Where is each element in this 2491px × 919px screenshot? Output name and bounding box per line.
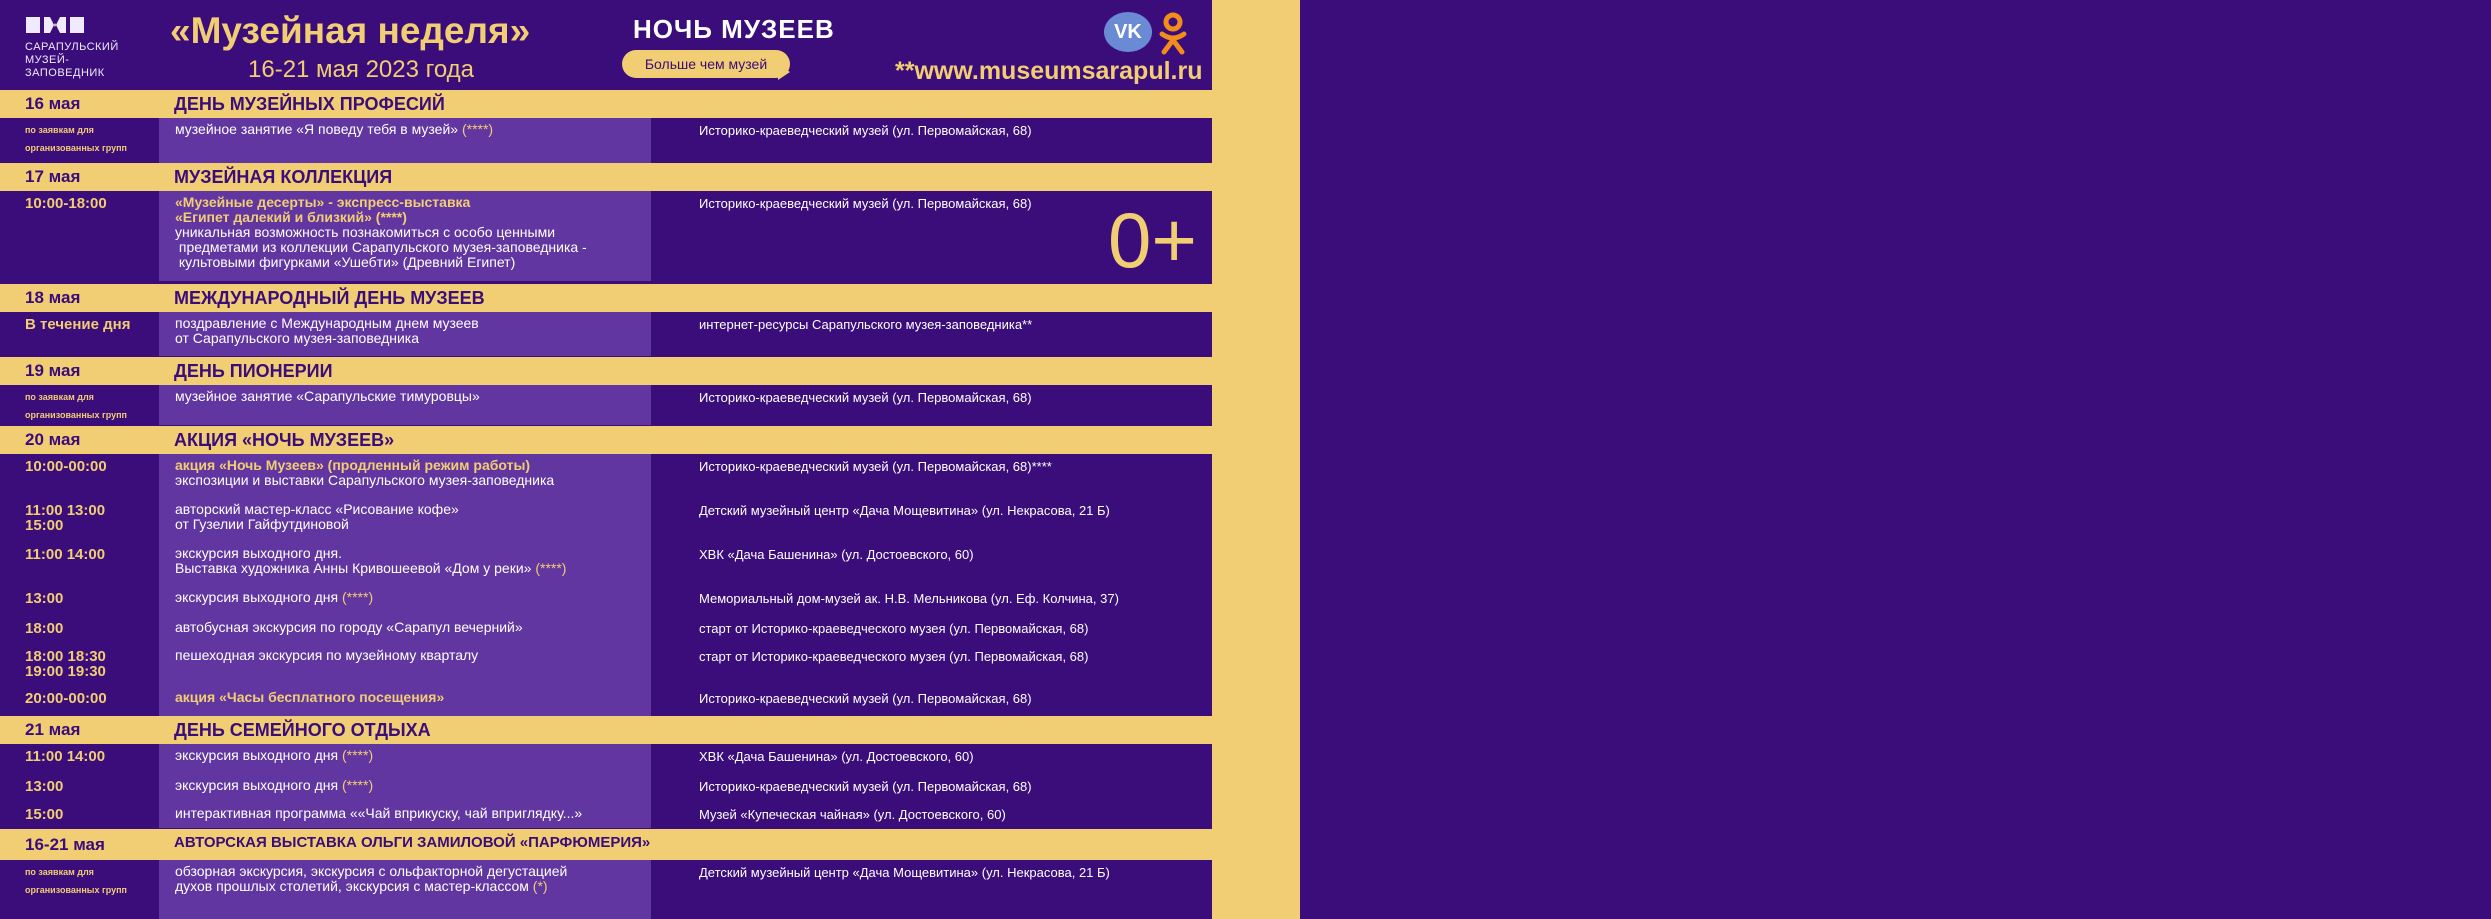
event-text: экскурсия выходного дня [175,747,339,763]
event-location: Историко-краеведческий музей (ул. Первомайская, 68) [699,196,1032,211]
price-note-marker: (*) [528,878,548,894]
day-title: ДЕНЬ СЕМЕЙНОГО ОТДЫХА [174,719,431,740]
event-text: экспозиции и выставки Сарапульского музея-заповедника [175,472,555,488]
event-description [175,389,480,404]
event-location: Историко-краеведческий музей (ул. Первомайская, 68) [699,691,1032,706]
day-date: 16-21 мая [25,834,105,854]
event-time: В течение дня [25,316,131,333]
event-row [0,586,1212,616]
event-highlight: акция «Часы бесплатного посещения» [175,689,445,705]
website-link[interactable]: **www.museumsarapul.ru [895,57,1203,85]
day-header-row [0,284,1212,312]
day-date: 19 мая [25,361,81,380]
event-text: обзорная экскурсия, экскурсия с ольфакторной дегустацией духов прошлых столетий, экскурсия с мастер-классом [175,863,568,894]
day-title: ДЕНЬ ПИОНЕРИИ [174,360,333,381]
event-row [0,686,1212,716]
groups-note-line1: *по заявкам [2431,751,2450,852]
page-title: «Музейная неделя» [170,10,531,51]
event-time: по заявкам для организованных групп [25,125,127,153]
event-description [175,546,566,576]
odnoklassniki-icon[interactable] [1158,12,1188,56]
event-highlight: акция «Ночь Музеев» (продленный режим работы) [175,457,531,473]
page-subtitle: 16-21 мая 2023 года [248,56,475,83]
event-time: 13:00 [25,778,64,795]
event-text: автобусная экскурсия по городу «Сарапул вечерний» [175,619,523,635]
event-text: поздравление с Международным днем музеев от Сарапульского музея-заповедника [175,315,479,346]
day-title: АВТОРСКАЯ ВЫСТАВКА ОЛЬГИ ЗАМИЛОВОЙ «ПАРФЮМЕРИЯ» [174,834,651,851]
event-time: 11:00 14:00 [25,546,106,563]
event-time: 10:00-18:00 [25,195,107,212]
event-row [0,312,1212,356]
event-time: 15:00 [25,806,64,823]
speech-tail-icon [778,64,790,80]
museum-logo-icon [26,17,84,33]
event-location: интернет-ресурсы Сарапульского музея-заповедника** [699,317,1033,332]
event-row [0,744,1212,774]
event-location: Историко-краеведческий музей (ул. Первомайская, 68) [699,779,1032,794]
event-text: экскурсия выходного дня [175,777,339,793]
event-time: 11:00 14:00 [25,748,106,765]
side-notes-panel [1212,0,2490,919]
event-time: 13:00 [25,590,64,607]
day-date: 21 мая [25,720,81,739]
event-highlight: «Музейные десерты» - экспресс-выставка «Египет далекий и близкий» (****) [175,194,471,225]
event-description [175,690,444,705]
event-time: 10:00-00:00 [25,458,107,475]
groups-note-line3: тел.: 8 (34147) 4-11-68 [2471,663,2490,842]
event-time: по заявкам для организованных групп [25,867,127,895]
event-row [0,774,1212,802]
day-title: ДЕНЬ МУЗЕЙНЫХ ПРОФЕСИЙ [174,93,445,114]
event-row [0,454,1212,498]
night-slogan-badge: Больше чем музей [622,50,790,78]
age-rating-badge: 0+ [1108,196,1197,284]
event-description [175,648,478,663]
price-note-marker: (****) [531,560,567,576]
day-date: 20 мая [25,430,81,449]
event-time: по заявкам для организованных групп [25,392,127,420]
event-text: экскурсия выходного дня. Выставка художника Анны Кривошеевой «Дом у реки» [175,545,532,576]
event-location: Детский музейный центр «Дача Мощевитина» (ул. Некрасова, 21 Б) [699,865,1110,880]
event-description [175,316,479,346]
event-row [0,498,1212,542]
day-header-row [0,716,1212,744]
vk-icon[interactable]: VK [1104,12,1152,52]
prices-note-line1: ****цены в соответствии с прейскурантом [2440,111,2460,486]
prices-note-line2: МБУК «Сарапульский музей-заповедник» [2463,69,2483,440]
logo-line: САРАПУЛЬСКИЙ [25,41,119,53]
day-title: АКЦИЯ «НОЧЬ МУЗЕЕВ» [174,429,395,450]
event-row [0,118,1212,164]
price-note-marker: (****) [338,747,374,763]
event-description [175,458,554,488]
museum-logo-text [25,41,119,80]
event-time: 20:00-00:00 [25,690,107,707]
event-text: авторский мастер-класс «Рисование кофе» от Гузелии Гайфутдиновой [175,501,459,532]
logo-line: ЗАПОВЕДНИК [25,67,105,79]
event-location: Историко-краеведческий музей (ул. Первомайская, 68) [699,390,1032,405]
event-row [0,616,1212,646]
event-description [175,778,373,793]
day-title: МУЗЕЙНАЯ КОЛЛЕКЦИЯ [174,166,393,187]
day-title: МЕЖДУНАРОДНЫЙ ДЕНЬ МУЗЕЕВ [174,287,485,308]
event-row [0,802,1212,828]
price-note-marker: (****) [338,589,374,605]
event-location: Историко-краеведческий музей (ул. Первомайская, 68) [699,123,1032,138]
event-description [175,864,567,894]
event-text: пешеходная экскурсия по музейному кварталу [175,647,479,663]
event-description [175,502,459,532]
groups-note-line2: для организованных групп [2450,623,2469,852]
event-row [0,542,1212,586]
event-location: Музей «Купеческая чайная» (ул. Достоевского, 60) [699,807,1006,822]
event-row [0,385,1212,425]
event-location: ХВК «Дача Башенина» (ул. Достоевского, 60) [699,749,974,764]
night-of-museums-logo: НОЧЬ МУЗЕЕВ [633,14,835,44]
event-description [175,620,523,635]
event-text: уникальная возможность познакомиться с особо ценными предметами из коллекции Сарапульского музея-заповедника - культовыми фигурками «Ушебти» (Древний Египет) [175,224,587,270]
event-location: Историко-краеведческий музей (ул. Первомайская, 68)**** [699,459,1052,474]
event-location: старт от Историко-краеведческого музея (ул. Первомайская, 68) [699,649,1089,664]
price-note-marker: (****) [458,121,494,137]
day-header-row [0,426,1212,454]
event-location: старт от Историко-краеведческого музея (ул. Первомайская, 68) [699,621,1089,636]
day-header-row [0,829,1212,860]
event-description [175,806,582,821]
event-text: экскурсия выходного дня [175,589,339,605]
event-time: 11:00 13:00 15:00 [25,502,106,534]
event-time: 18:00 [25,620,64,637]
day-date: 16 мая [25,94,81,113]
day-header-row [0,90,1212,118]
event-time: 18:00 18:30 19:00 19:30 [25,648,106,680]
event-location: Детский музейный центр «Дача Мощевитина» (ул. Некрасова, 21 Б) [699,503,1110,518]
price-note-marker: (****) [338,777,374,793]
event-description [175,122,493,137]
event-text: интерактивная программа ««Чай вприкуску, чай вприглядку...» [175,805,583,821]
day-date: 17 мая [25,167,81,186]
event-text: музейное занятие «Сарапульские тимуровцы» [175,388,480,404]
logo-line: МУЗЕЙ- [25,54,70,66]
event-row [0,644,1212,686]
day-header-row [0,163,1212,191]
event-location: ХВК «Дача Башенина» (ул. Достоевского, 60) [699,547,974,562]
header [0,0,1212,90]
event-text: музейное занятие «Я поведу тебя в музей» [175,121,459,137]
day-date: 18 мая [25,288,81,307]
event-description [175,195,587,270]
event-description [175,748,373,763]
event-row [0,191,1212,284]
day-header-row [0,357,1212,385]
event-description [175,590,373,605]
event-row [0,860,1212,919]
event-location: Мемориальный дом-музей ак. Н.В. Мельникова (ул. Еф. Колчина, 37) [699,591,1119,606]
